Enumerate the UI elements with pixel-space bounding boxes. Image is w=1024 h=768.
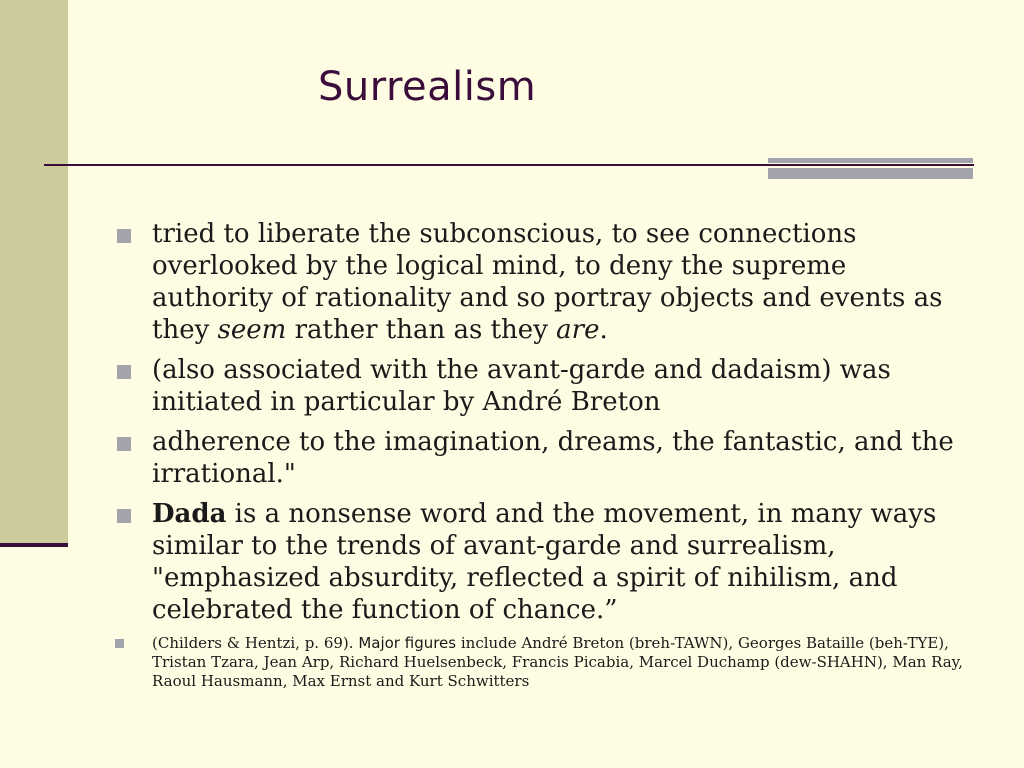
bullet-1-text-a: tried to liberate the subconscious, to see connections overlooked by the logical mind, to deny the supreme authority of rationality and so portray objects and events as they: [152, 219, 943, 345]
bullet-item-5: [112, 634, 972, 691]
bullet-4-text: is a nonsense word and the movement, in many ways similar to the trends of avant-garde and surrealism, "emphasized absurdity, reflected a spirit of nihilism, and celebrated the function of chance.”: [152, 499, 937, 625]
bullet-item-2: [112, 354, 972, 418]
square-bullet-icon: [117, 229, 131, 243]
square-bullet-icon: [117, 437, 131, 451]
left-decorative-bar: [0, 0, 68, 546]
square-bullet-icon: [117, 365, 131, 379]
title-accent-block: [768, 158, 973, 179]
bullet-5-label: Major figures: [358, 634, 457, 652]
bullet-1-are: are: [556, 315, 600, 345]
bullet-4-term: Dada: [152, 499, 227, 529]
bullet-3-text: adherence to the imagination, dreams, the fantastic, and the irrational.": [152, 427, 954, 489]
bullet-2-text: (also associated with the avant-garde and dadaism) was initiated in particular by André Breton: [152, 355, 891, 417]
bullet-1-text-b: rather than as they: [286, 315, 557, 345]
bullet-1-seem: seem: [217, 315, 287, 345]
bullet-item-1: [112, 218, 972, 346]
left-bar-accent-line: [0, 543, 68, 547]
bullet-5-text-a: (Childers & Hentzi, p. 69).: [152, 634, 359, 652]
square-bullet-icon: [117, 509, 131, 523]
slide-title: Surrealism: [318, 64, 537, 110]
bullet-5-text-b: include André Breton (breh-TAWN), Georges Bataille (beh-TYE), Tristan Tzara, Jean Arp, Richard Huelsenbeck, Francis Picabia, Marcel Duchamp (dew-SHAHN), Man Ray, Raoul Hausmann, Max Ernst and Kurt Schwitters: [152, 634, 963, 690]
square-bullet-icon: [115, 639, 124, 648]
bullet-item-3: [112, 426, 972, 490]
bullet-list: [112, 218, 972, 699]
bullet-item-4: [112, 498, 972, 626]
bullet-1-text-end: .: [599, 315, 608, 345]
